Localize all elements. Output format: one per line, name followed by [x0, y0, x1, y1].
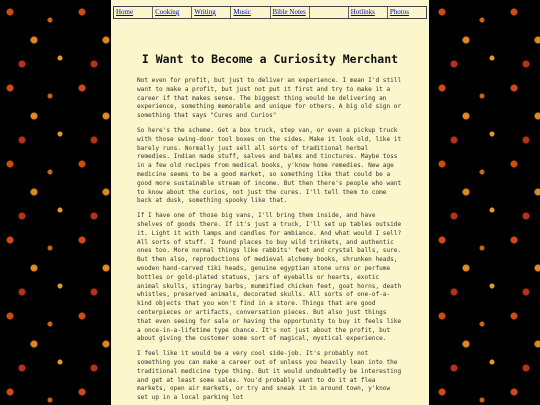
nav-link-writing[interactable]: Writing: [192, 7, 231, 18]
nav-link-home[interactable]: Home: [114, 7, 153, 18]
article-paragraph: Not even for profit, but just to deliver an experience. I mean I'd still want to make a profit, but just not put it first and try to make it a career if that makes sense. The biggest thing would be delivering an experience, something memorable and unique for others. A big old sign or something that says "Cures and Curios": [137, 77, 402, 120]
article-paragraph: If I have one of those big vans, I'll bring them inside, and have shelves of goods there. If it's just a truck, I'll set up tables outside it. Light it with lamps and candles for ambiance. And what would I sell? All sorts of stuff. I found places to buy wild trinkets, and authentic ones too. More normal things like rabbits' feet and crystal balls, sure. But then also, reproductions of medieval alchemy books, shrunken heads, wooden hand-carved tiki heads, genuine egyptian stone urns or perfume bottles or gold-plated statues, jars of eyeballs or hearts, exotic animal skulls, stingray barbs, mummified chicken feet, goat horns, death whistles, preserved animals, decorated skulls. All sorts of one-of-a-kind objects that you won't find in a store. Things that are good centerpieces or artifacts, conversation pieces. But also just things that even seeing for sale or having the opportunity to buy it feels like a once-in-a-lifetime type chance. It's not just about the profit, but about giving the customer some sort of magical, mystical experience.: [137, 212, 402, 343]
nav-link-music[interactable]: Music: [231, 7, 270, 18]
article-paragraph: So here's the scheme. Get a box truck, step van, or even a pickup truck with those swing-door tool boxes on the sides. Make it look old, like it barely runs. Normally just sell all sorts of traditional herbal remedies. Indian made stuff, salves and balms and tinctures. Maybe toss in a few old recipes from medical books, y'know home remedies. New age medicine seems to be a good market, so something like that could be a good more sustainable stream of income. But then there's people who want to know about the curios, not just the cures. I'll tell them to come back at dusk, something spooky like that.: [137, 126, 402, 205]
article: [137, 52, 403, 405]
article-title: I Want to Become a Curiosity Merchant: [141, 52, 399, 66]
nav-bar: [113, 6, 427, 19]
article-paragraph: I feel like it would be a very cool side-job. It's probably not something you can make a career out of unless you heavily lean into the traditional medicine type thing. But it would undoubtedly be interesting and get at least some sales. You'd probably want to do it at flea markets, open air markets, or try and sneak it in around town, y'know set up in a local parking lot: [137, 350, 402, 402]
nav-link-cooking[interactable]: Cooking: [153, 7, 192, 18]
nav-link-hotlinks[interactable]: Hotlinks: [349, 7, 388, 18]
nav-link-photos[interactable]: Photos: [389, 8, 409, 16]
nav-link-bible-notes[interactable]: Bible Notes: [271, 7, 310, 18]
nav-link-empty: [310, 7, 349, 18]
